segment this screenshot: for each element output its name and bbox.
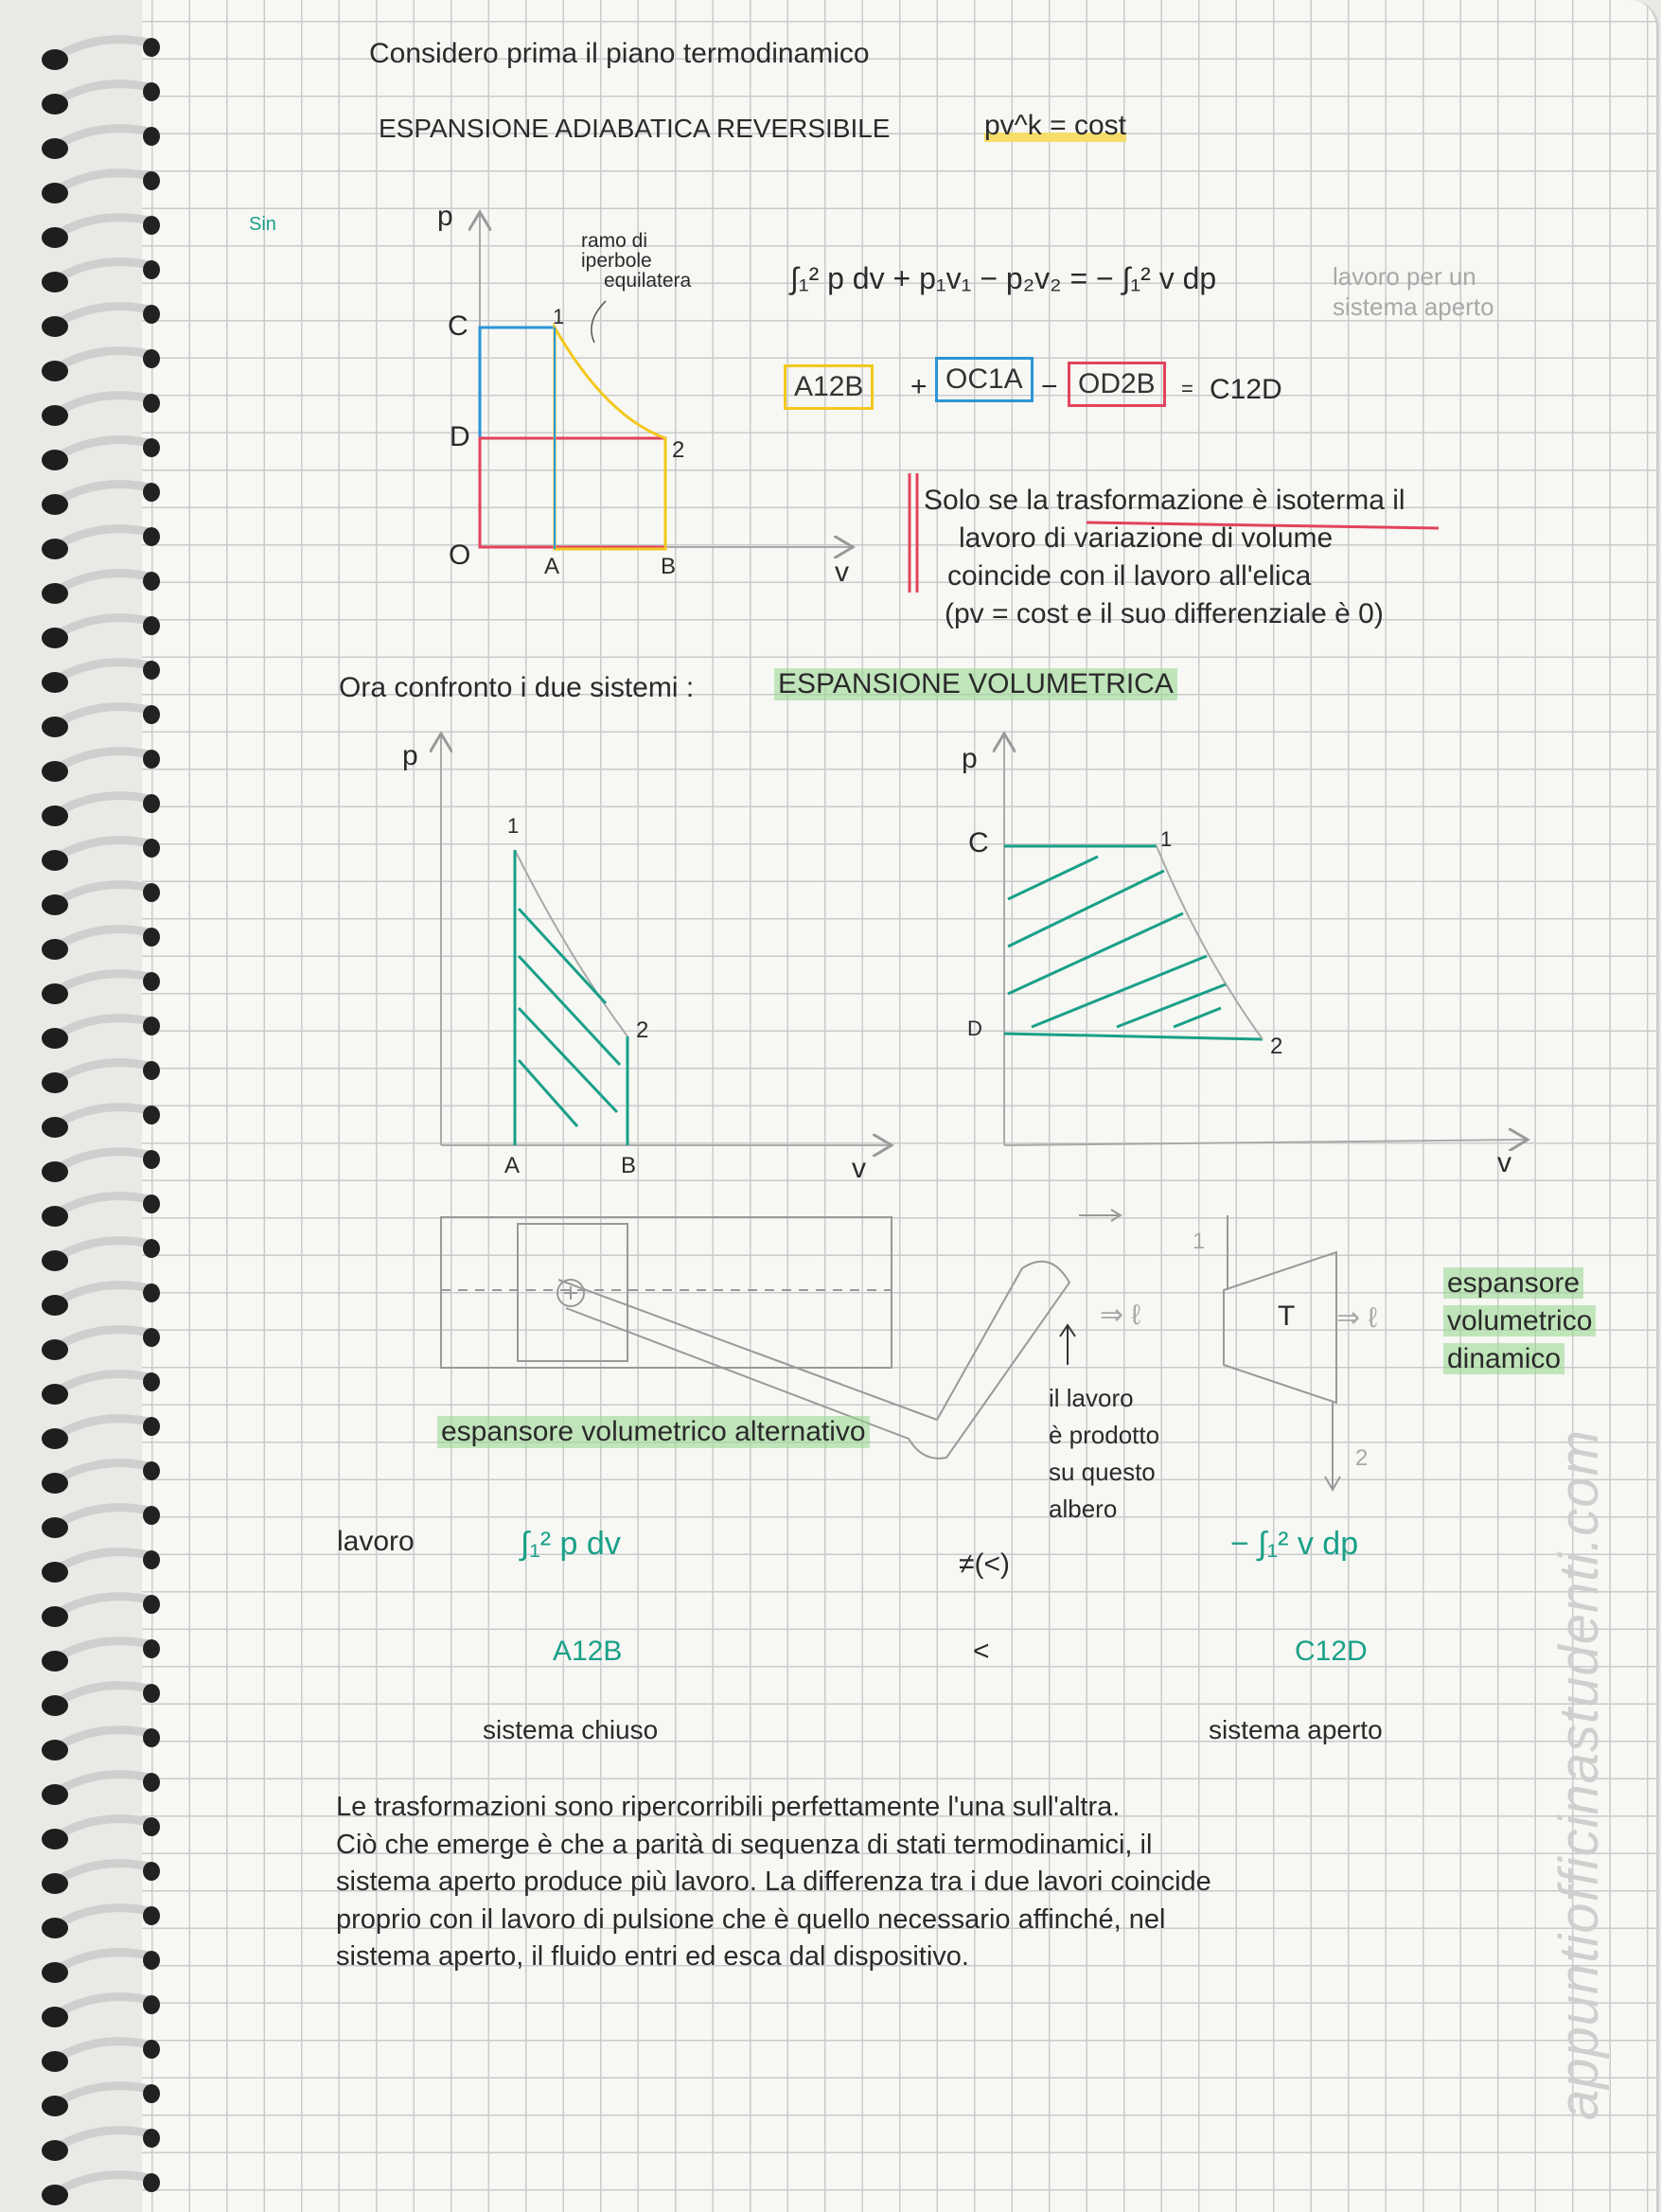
d1-label-c: C [448,310,468,342]
closed-axis-p: p [402,740,418,771]
pv-diagram-closed [441,734,892,1145]
closed-point-2: 2 [636,1018,649,1043]
turbine-outlet: 2 [1355,1445,1369,1471]
op-minus: − [1041,371,1058,402]
open-work-integral: − ∫₁² v dp [1230,1526,1359,1562]
note-line-2: lavoro di variazione di volume [959,522,1334,554]
hatch-open [1008,857,1226,1027]
watermark: appuntiofficinastudenti.com [1548,1429,1610,2120]
d1-point-1: 1 [553,305,565,328]
open-label-d: D [967,1017,982,1040]
d1-label-d: D [450,421,470,452]
label-dynamic-expander: espansore volumetrico dinamico [1443,1265,1596,1378]
open-axis-p: p [962,743,978,774]
work-relation: ≠(<) [959,1548,1010,1580]
area-compare: < [973,1636,990,1667]
closed-area: A12B [553,1636,623,1667]
open-system-label: sistema aperto [1209,1715,1383,1744]
comparison-lead: Ora confronto i due sistemi : [339,672,695,703]
d1-point-2: 2 [672,437,685,463]
open-area: C12D [1295,1636,1368,1667]
result-c12d: C12D [1210,374,1282,405]
op-equals: = [1181,377,1193,400]
pv-diagram-open [1004,734,1528,1145]
work-equation: ∫₁² p dv + p₁v₁ − p₂v₂ = − ∫₁² v dp [790,261,1217,295]
note-line-4: (pv = cost e il suo differenziale è 0) [945,598,1384,629]
note-line-3: coincide con il lavoro all'elica [947,560,1312,592]
op-plus: + [910,371,928,402]
closed-point-1: 1 [507,814,520,838]
turbine-inlet: 1 [1193,1229,1206,1254]
piston-work-arrow: ⇒ ℓ [1100,1300,1141,1331]
closed-label-b: B [621,1153,637,1178]
adiabatic-law: pv^k = cost [984,110,1126,141]
open-system-note: lavoro per un sistema aperto [1333,262,1494,321]
open-label-c: C [968,827,989,858]
turbine-work-arrow: ⇒ ℓ [1336,1302,1378,1334]
area-box-oc1a: OC1A [935,357,1034,402]
intro-text: Considero prima il piano termodinamico [369,38,870,69]
conclusion-paragraph: Le trasformazioni sono ripercorribili perfettamente l'una sull'altra. Ciò che emerge è che a parità di sequenza di stati termodinamici, il sistema aperto produce più lavoro. La differenza tra i due lavori coincide proprio con il lavoro di pulsione che è quello necessario affinché, nel sistema aperto, il fluido entri ed esca dal dispositivo. [336,1792,1211,1972]
closed-system-label: sistema chiuso [483,1715,659,1744]
turbine-sketch [1224,1215,1340,1490]
closed-axis-v: v [852,1153,866,1184]
annotation-brace [592,301,606,343]
open-point-1: 1 [1160,827,1173,851]
closed-work-integral: ∫₁² p dv [521,1526,621,1562]
label-alternative-expander: espansore volumetrico alternativo [437,1416,870,1448]
d1-axis-v: v [835,557,849,588]
open-axis-v: v [1497,1147,1511,1178]
d1-label-o: O [449,540,471,571]
d1-label-b: B [661,554,677,579]
area-od2b [480,438,665,547]
hatch-closed [519,909,620,1126]
comparison-title: ESPANSIONE VOLUMETRICA [774,668,1177,700]
work-label: lavoro [337,1526,415,1557]
area-box-od2b: OD2B [1068,362,1166,407]
d1-axis-p: p [437,201,453,232]
d1-label-a: A [544,554,560,579]
annotation-hyperbola: ramo di iperbole equilatera [581,230,692,292]
section-title: ESPANSIONE ADIABATICA REVERSIBILE [379,114,891,143]
turbine-letter: T [1278,1301,1296,1332]
expansion-curve [515,850,627,1036]
closed-label-a: A [504,1153,521,1178]
open-point-2: 2 [1270,1034,1283,1059]
area-box-a12b: A12B [784,364,874,410]
note-line-1: Solo se la trasformazione è isoterma il [924,485,1405,516]
shaft-note: il lavoro è prodotto su questo albero [1049,1384,1160,1523]
margin-note: Sin [249,214,276,235]
